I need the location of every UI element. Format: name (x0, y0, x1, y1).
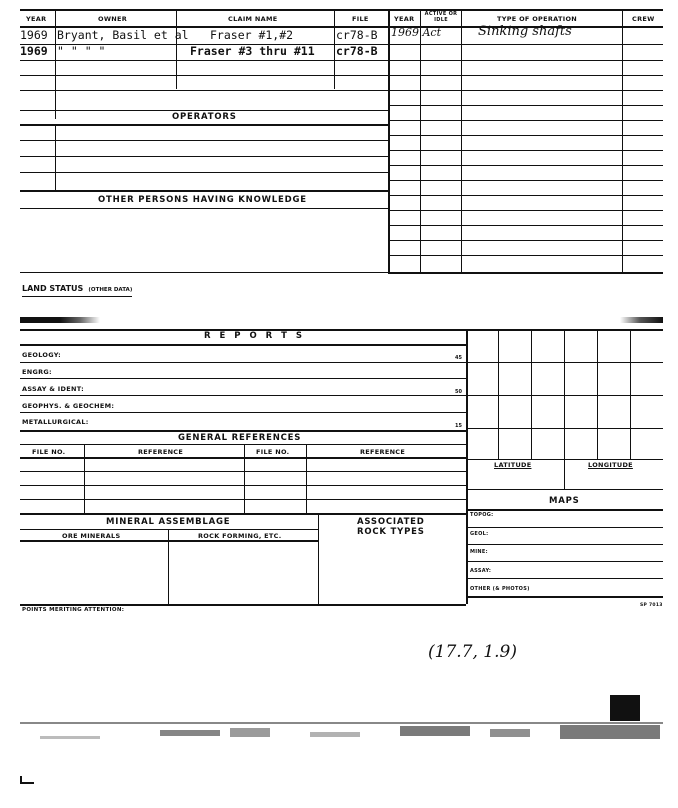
ref-col-file-no-1: FILE NO. (32, 448, 66, 456)
report-assay-num: 50 (455, 389, 462, 395)
row1-claim-name: Fraser #1,#2 (210, 28, 294, 42)
col-year-header: YEAR (26, 15, 47, 23)
report-geology: GEOLOGY: (22, 351, 62, 359)
map-topog: TOPOG: (470, 512, 494, 518)
land-status-label: LAND STATUS (22, 284, 84, 293)
col-year2-header: YEAR (394, 15, 415, 23)
row2-year: 1969 (20, 44, 48, 58)
land-status-sub: (OTHER DATA) (88, 287, 133, 293)
report-geophys: GEOPHYS. & GEOCHEM: (22, 402, 115, 410)
general-references-title: GENERAL REFERENCES (178, 433, 302, 443)
col-crew-header: CREW (632, 15, 655, 23)
operators-title: OPERATORS (172, 112, 237, 122)
scan-noise-band (20, 720, 663, 746)
operation-type: Sinking shafts (478, 24, 572, 39)
land-status (22, 276, 132, 297)
row2-file: cr78-B (336, 44, 378, 58)
report-metallurgical-num: 15 (455, 423, 462, 429)
row1-year: 1969 (20, 28, 48, 42)
col-claim-name-header: CLAIM NAME (228, 15, 278, 23)
form-number: SP 7013 (640, 603, 663, 608)
row2-owner: " " " " (57, 44, 106, 58)
report-geology-num: 45 (455, 355, 462, 361)
operation-year-status: 1969 Act (391, 26, 442, 39)
report-engrg: ENGRG: (22, 368, 52, 376)
row1-file: cr78-B (336, 28, 378, 42)
map-geol: GEOL: (470, 531, 489, 537)
scan-edge-band (20, 317, 663, 323)
report-metallurgical: METALLURGICAL: (22, 418, 89, 426)
reports-title: R E P O R T S (204, 331, 306, 341)
rock-forming-header: ROCK FORMING, ETC. (198, 532, 282, 540)
col-active-idle-header: ACTIVE OR IDLE (424, 11, 458, 23)
associated-title: ASSOCIATED (357, 517, 425, 527)
ref-col-reference-2: REFERENCE (360, 448, 406, 456)
associated-sub: ROCK TYPES (357, 527, 425, 537)
corner-mark (20, 776, 34, 784)
black-square-mark (610, 695, 640, 721)
points-meriting-attention: POINTS MERITING ATTENTION: (22, 607, 125, 613)
ref-col-file-no-2: FILE NO. (256, 448, 290, 456)
mineral-assemblage-title: MINERAL ASSEMBLAGE (106, 517, 231, 527)
longitude-label: LONGITUDE (588, 461, 633, 469)
row1-owner: Bryant, Basil et al (57, 28, 189, 42)
col-type-operation-header: TYPE OF OPERATION (497, 15, 578, 23)
handwritten-coordinates: (17.7, 1.9) (428, 642, 517, 662)
map-mine: MINE: (470, 549, 488, 555)
map-other-photos: OTHER (& PHOTOS) (470, 586, 530, 592)
report-assay: ASSAY & IDENT: (22, 385, 84, 393)
row2-claim-name: Fraser #3 thru #11 (190, 44, 315, 58)
map-assay: ASSAY: (470, 568, 492, 574)
ref-col-reference-1: REFERENCE (138, 448, 184, 456)
latitude-label: LATITUDE (494, 461, 532, 469)
maps-title: MAPS (549, 496, 580, 506)
col-owner-header: OWNER (98, 15, 128, 23)
col-file-header: FILE (352, 15, 369, 23)
ore-minerals-header: ORE MINERALS (62, 532, 121, 540)
other-persons-title: OTHER PERSONS HAVING KNOWLEDGE (98, 195, 307, 205)
